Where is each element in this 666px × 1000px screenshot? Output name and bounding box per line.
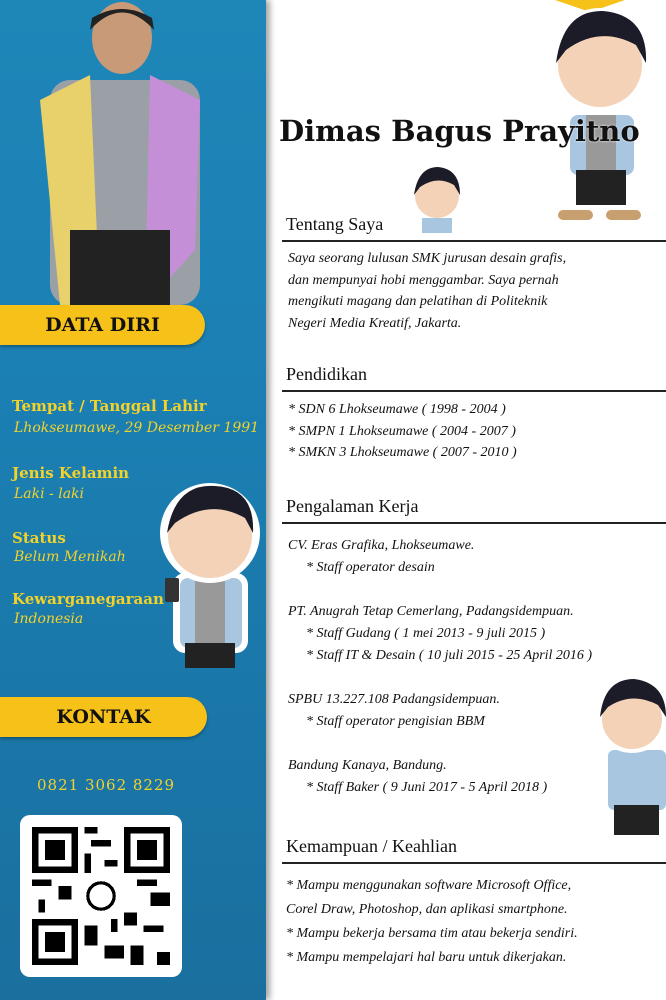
job-role: * Staff Gudang ( 1 mei 2013 - 9 juli 2015 ) (306, 626, 546, 641)
job-role: * Staff Baker ( 9 Juni 2017 - 5 April 2018 ) (306, 780, 548, 795)
divider (282, 862, 666, 864)
skill-line: * Mampu menggunakan software Microsoft Office, (286, 878, 572, 893)
field-label: Kewarganegaraan (12, 590, 164, 608)
skills-list (286, 874, 578, 970)
skill-line: * Mampu mempelajari hal baru untuk dikerjakan. (286, 950, 567, 965)
job-company: PT. Anugrah Tetap Cemerlang, Padangsidempuan. (288, 604, 574, 619)
field-value: Belum Menikah (14, 549, 126, 565)
divider (282, 522, 666, 524)
qr-code-icon (32, 827, 170, 965)
about-line: dan mempunyai hobi menggambar. Saya pernah (288, 272, 559, 288)
about-line: Negeri Media Kreatif, Jakarta. (288, 315, 462, 331)
field-label: Tempat / Tanggal Lahir (12, 397, 207, 415)
field-label: Jenis Kelamin (12, 464, 130, 482)
divider (282, 240, 666, 242)
education-list (288, 399, 517, 464)
divider (282, 390, 666, 392)
kontak-header: KONTAK (0, 697, 207, 737)
section-title-experience: Pengalaman Kerja (286, 496, 419, 516)
chibi-sticker-small (408, 163, 466, 233)
qr-code[interactable] (20, 815, 182, 977)
field-value: Indonesia (14, 611, 84, 627)
job-role: * Staff operator desain (306, 560, 435, 575)
skill-line: Corel Draw, Photoshop, dan aplikasi smartphone. (286, 902, 568, 917)
job-role: * Staff IT & Desain ( 10 juli 2015 - 25 April 2016 ) (306, 648, 593, 663)
chibi-sticker-praying (592, 675, 666, 850)
skill-line: * Mampu bekerja bersama tim atau bekerja sendiri. (286, 926, 578, 941)
about-text (288, 248, 566, 334)
field-value: Lhokseumawe, 29 Desember 1991 (14, 420, 260, 436)
data-diri-header: DATA DIRI (0, 305, 205, 345)
field-label: Status (12, 529, 66, 547)
section-title-about: Tentang Saya (286, 214, 384, 234)
phone-number[interactable]: 0821 3062 8229 (37, 776, 176, 794)
page-title: Dimas Bagus Prayitno (279, 114, 640, 148)
section-title-education: Pendidikan (286, 364, 367, 384)
experience-list (288, 535, 592, 799)
job-company: SPBU 13.227.108 Padangsidempuan. (288, 692, 500, 707)
about-line: Saya seorang lulusan SMK jurusan desain grafis, (288, 251, 567, 266)
job-company: Bandung Kanaya, Bandung. (288, 758, 447, 773)
education-item: * SMPN 1 Lhokseumawe ( 2004 - 2007 ) (288, 423, 516, 439)
job-role: * Staff operator pengisian BBM (306, 714, 485, 729)
field-value: Laki - laki (14, 486, 85, 502)
profile-photo (30, 0, 210, 305)
section-title-skills: Kemampuan / Keahlian (286, 836, 457, 856)
chibi-sticker-phone (155, 478, 265, 683)
education-item: * SDN 6 Lhokseumawe ( 1998 - 2004 ) (288, 402, 506, 417)
job-company: CV. Eras Grafika, Lhokseumawe. (288, 538, 475, 553)
about-line: mengikuti magang dan pelatihan di Politeknik (288, 294, 548, 309)
education-item: * SMKN 3 Lhokseumawe ( 2007 - 2010 ) (288, 445, 517, 460)
